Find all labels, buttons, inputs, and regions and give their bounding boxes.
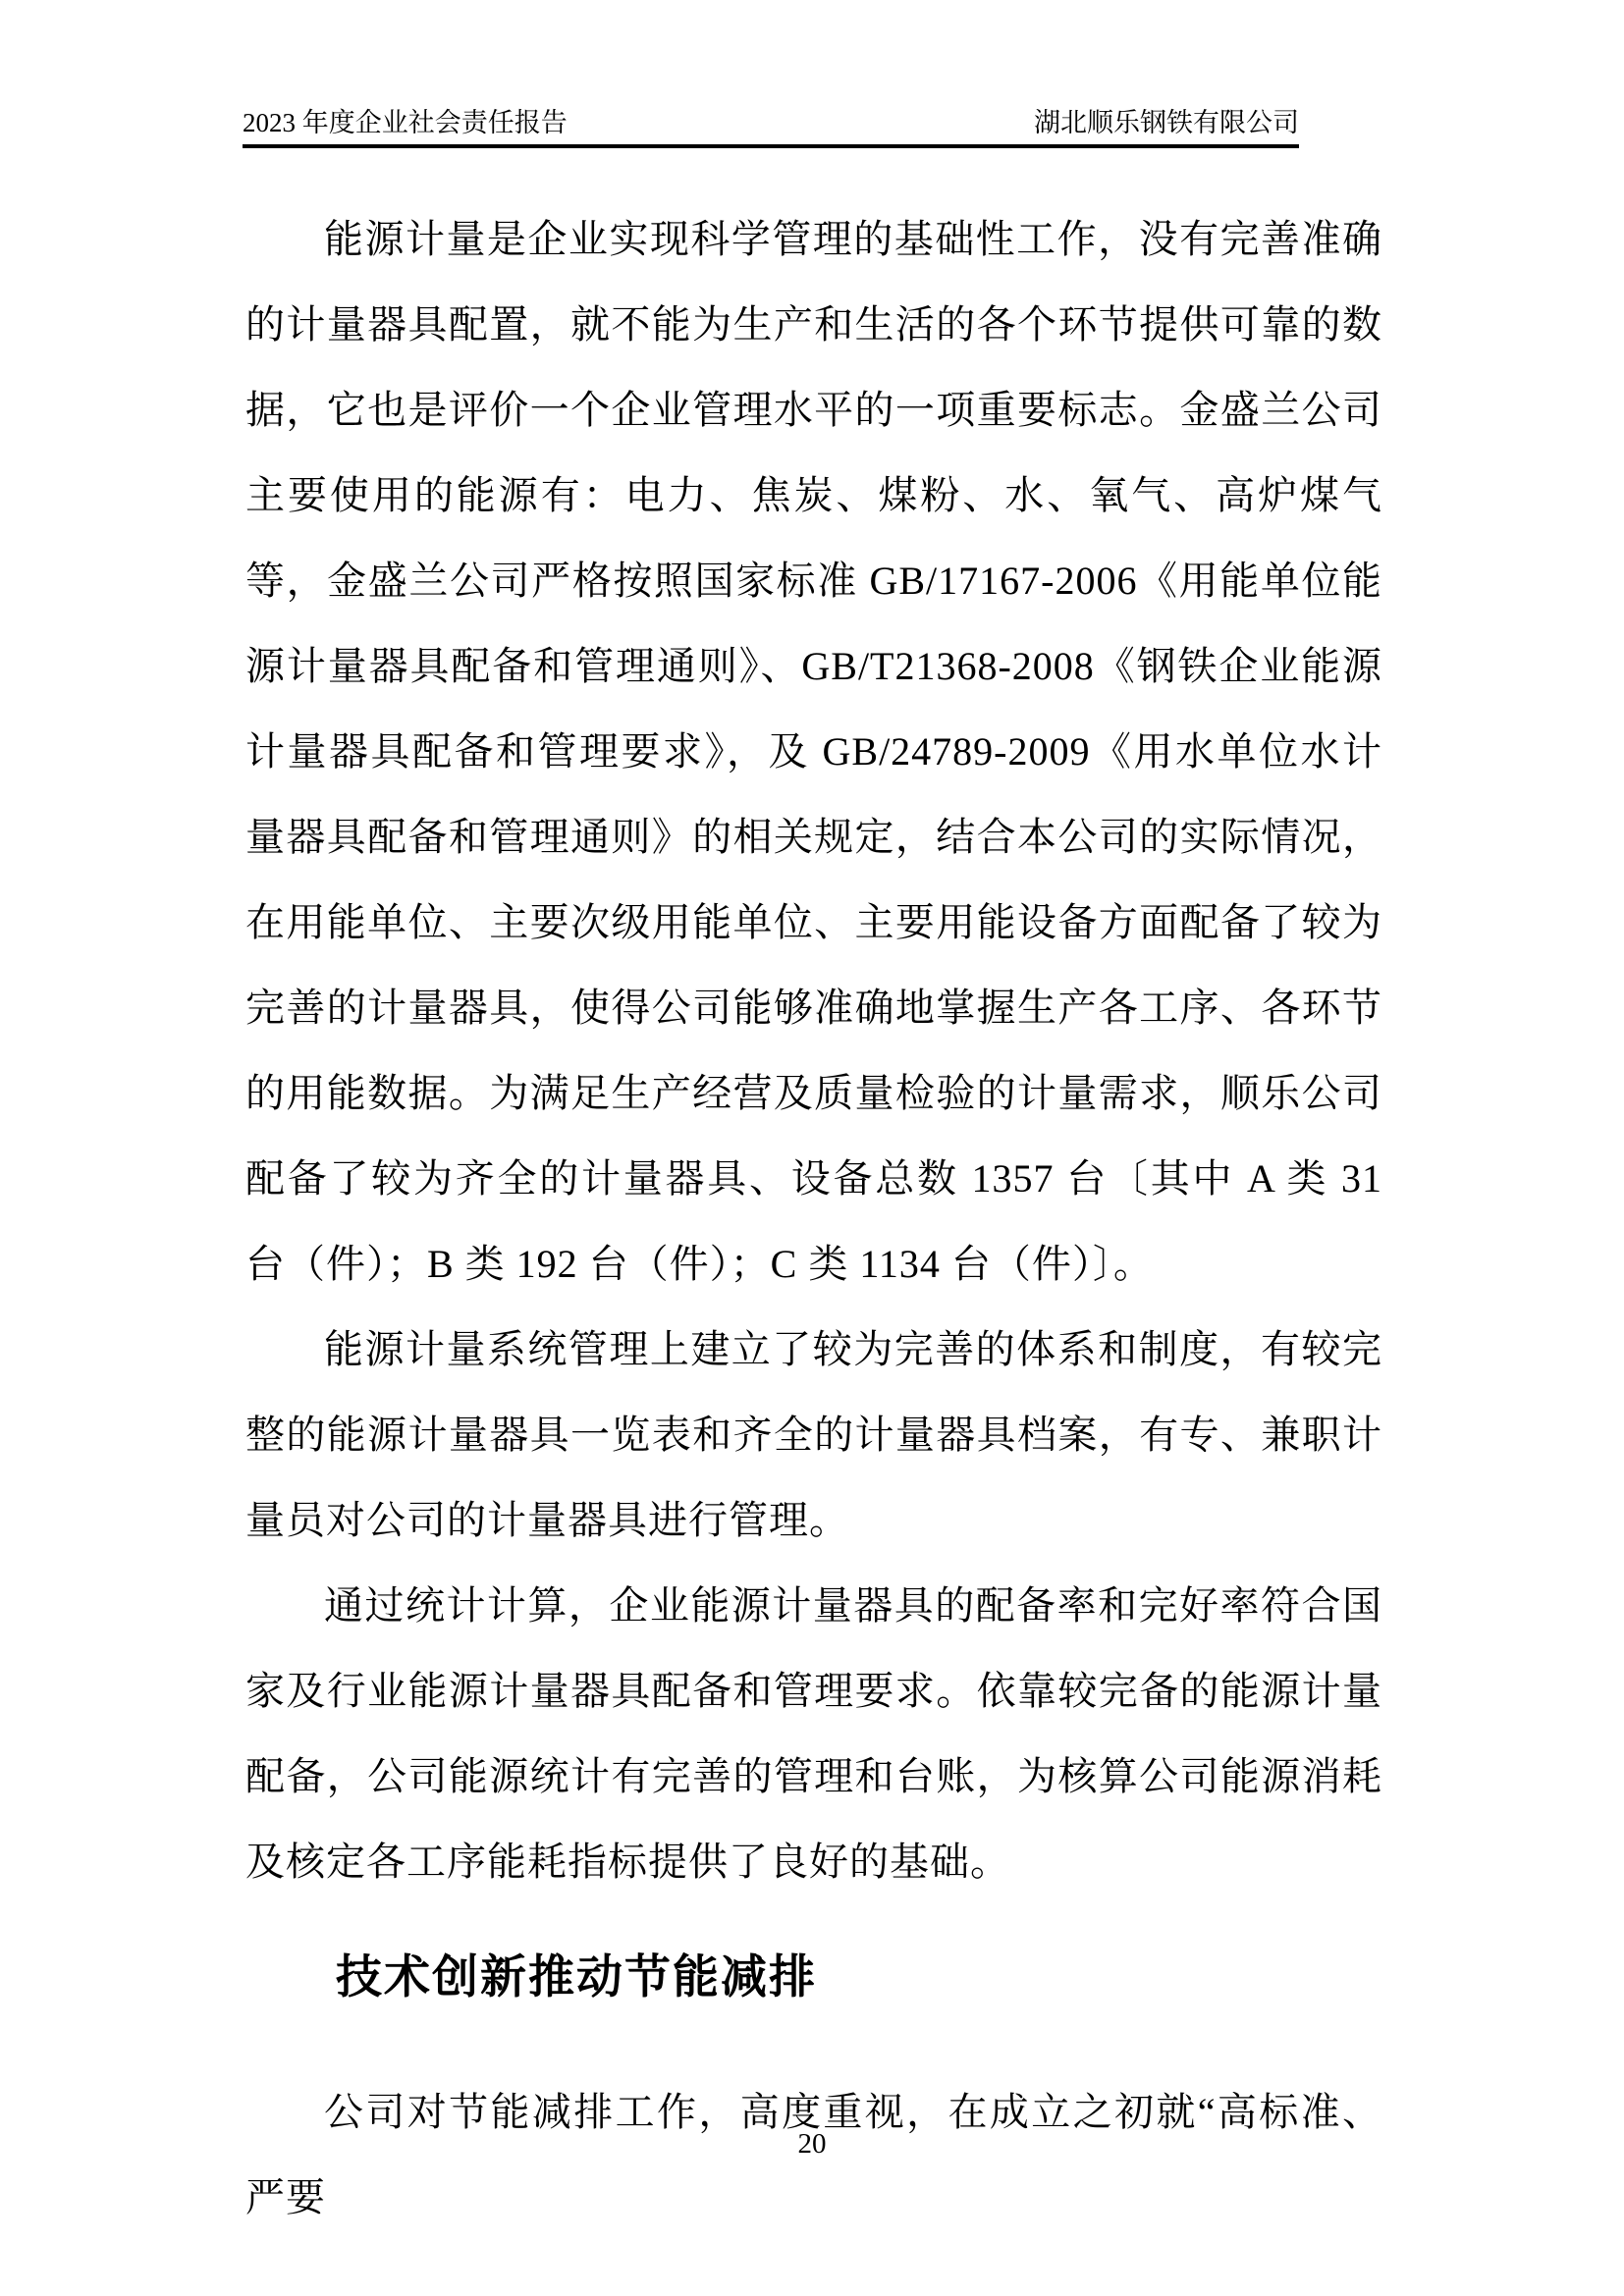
paragraph-statistics-compliance: 通过统计计算，企业能源计量器具的配备率和完好率符合国家及行业能源计量器具配备和管理要求。依靠较完备的能源计量配备，公司能源统计有完善的管理和台账，为核算公司能源消耗及核定各工序能耗指标提供了良好的基础。 bbox=[245, 1583, 1382, 1884]
document-body bbox=[245, 196, 1382, 2240]
page-header bbox=[243, 106, 1299, 148]
section-heading-tech-innovation: 技术创新推动节能减排 bbox=[336, 1950, 817, 2002]
paragraph-energy-metering-intro: 能源计量是企业实现科学管理的基础性工作，没有完善准确的计量器具配置，就不能为生产和生活的各个环节提供可靠的数据，它也是评价一个企业管理水平的一项重要标志。金盛兰公司主要使用的能源有：电力、焦炭、煤粉、水、氧气、高炉煤气等，金盛兰公司严格按照国家标准 GB/17167-2006《用能单位能源计量器具配备和管理通则》、GB/T21368-2008《钢铁企业能源计量器具配备和管理要求》，及 GB/24789-2009《用水单位水计量器具配备和管理通则》的相关规定，结合本公司的实际情况，在用能单位、主要次级用能单位、主要用能设备方面配备了较为完善的计量器具，使得公司能够准确地掌握生产各工序、各环节的用能数据。为满足生产经营及质量检验的计量需求，顺乐公司配备了较为齐全的计量器具、设备总数 1357 台〔其中 A 类 31 台（件）；B 类 192 台（件）；C 类 1134 台（件）〕。 bbox=[245, 217, 1382, 1286]
header-company-name: 湖北顺乐钢铁有限公司 bbox=[1034, 108, 1299, 137]
paragraph-metering-system-management: 能源计量系统管理上建立了较为完善的体系和制度，有较完整的能源计量器具一览表和齐全的计量器具档案，有专、兼职计量员对公司的计量器具进行管理。 bbox=[245, 1327, 1382, 1542]
paragraph-emission-reduction-start: 公司对节能减排工作，高度重视，在成立之初就“高标准、严要 bbox=[245, 2090, 1382, 2219]
header-report-title: 2023 年度企业社会责任报告 bbox=[243, 108, 568, 137]
page-number: 20 bbox=[797, 2128, 827, 2160]
